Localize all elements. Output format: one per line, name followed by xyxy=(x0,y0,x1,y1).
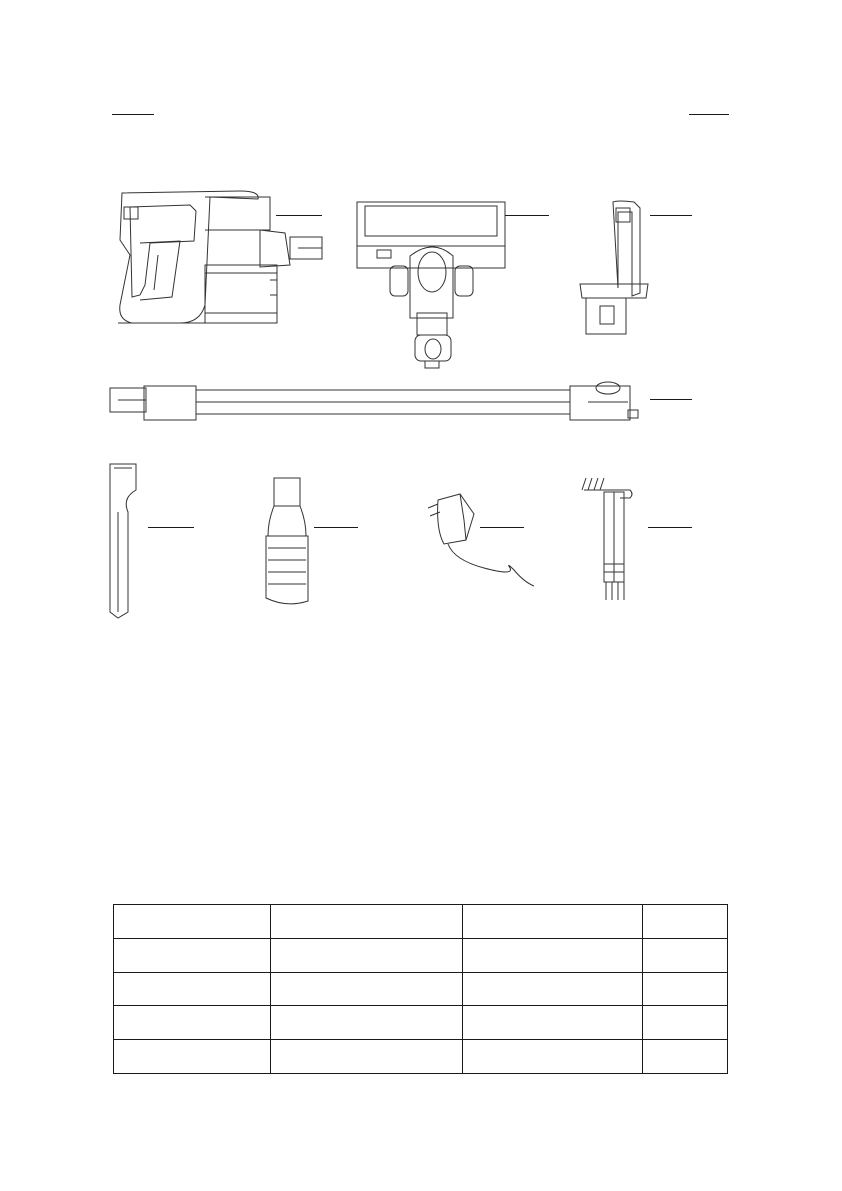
table-cell xyxy=(463,972,643,1006)
table-cell xyxy=(643,972,728,1006)
header-rule-right xyxy=(689,114,729,115)
main-unit-leader xyxy=(276,215,322,216)
extension-tube-leader xyxy=(650,399,692,400)
crevice-tool-icon xyxy=(106,462,140,620)
table-cell xyxy=(271,938,463,972)
cleaning-tool-icon xyxy=(580,476,636,604)
table-cell xyxy=(643,1006,728,1040)
table-row xyxy=(114,905,728,939)
table-row xyxy=(114,938,728,972)
floor-brush-leader xyxy=(505,215,549,216)
table-row xyxy=(114,972,728,1006)
table-cell xyxy=(114,1040,271,1074)
table-cell xyxy=(271,1040,463,1074)
dusting-brush-leader xyxy=(314,527,358,528)
table-cell xyxy=(271,972,463,1006)
dusting-brush-icon xyxy=(262,476,312,606)
extension-tube-icon xyxy=(108,380,643,425)
wall-mount-icon xyxy=(578,198,653,338)
table-cell xyxy=(463,1040,643,1074)
table-cell xyxy=(271,905,463,939)
wall-mount-figure xyxy=(578,198,653,338)
charger-adapter-icon xyxy=(424,490,534,590)
table-cell xyxy=(114,972,271,1006)
cleaning-tool-leader xyxy=(648,527,692,528)
table-row xyxy=(114,1006,728,1040)
table-cell xyxy=(463,905,643,939)
table-row xyxy=(114,1040,728,1074)
extension-tube-figure xyxy=(108,380,643,425)
table-cell xyxy=(114,938,271,972)
table-cell xyxy=(271,1006,463,1040)
specs-table xyxy=(113,904,728,1074)
crevice-tool-figure xyxy=(106,462,140,620)
cleaning-tool-figure xyxy=(580,476,636,604)
header-rule-left xyxy=(112,114,154,115)
charger-adapter-leader xyxy=(480,527,524,528)
table-cell xyxy=(643,938,728,972)
wall-mount-leader xyxy=(650,215,692,216)
charger-adapter-figure xyxy=(424,490,534,590)
floor-brush-figure xyxy=(355,198,510,370)
dusting-brush-figure xyxy=(262,476,312,606)
table-cell xyxy=(643,1040,728,1074)
table-cell xyxy=(114,905,271,939)
table-cell xyxy=(463,1006,643,1040)
specs-table-body xyxy=(114,905,728,1074)
table-cell xyxy=(114,1006,271,1040)
main-unit-icon xyxy=(110,185,330,330)
floor-brush-icon xyxy=(355,198,510,370)
table-cell xyxy=(643,905,728,939)
main-unit-figure xyxy=(110,185,330,330)
crevice-tool-leader xyxy=(148,527,194,528)
table-cell xyxy=(463,938,643,972)
